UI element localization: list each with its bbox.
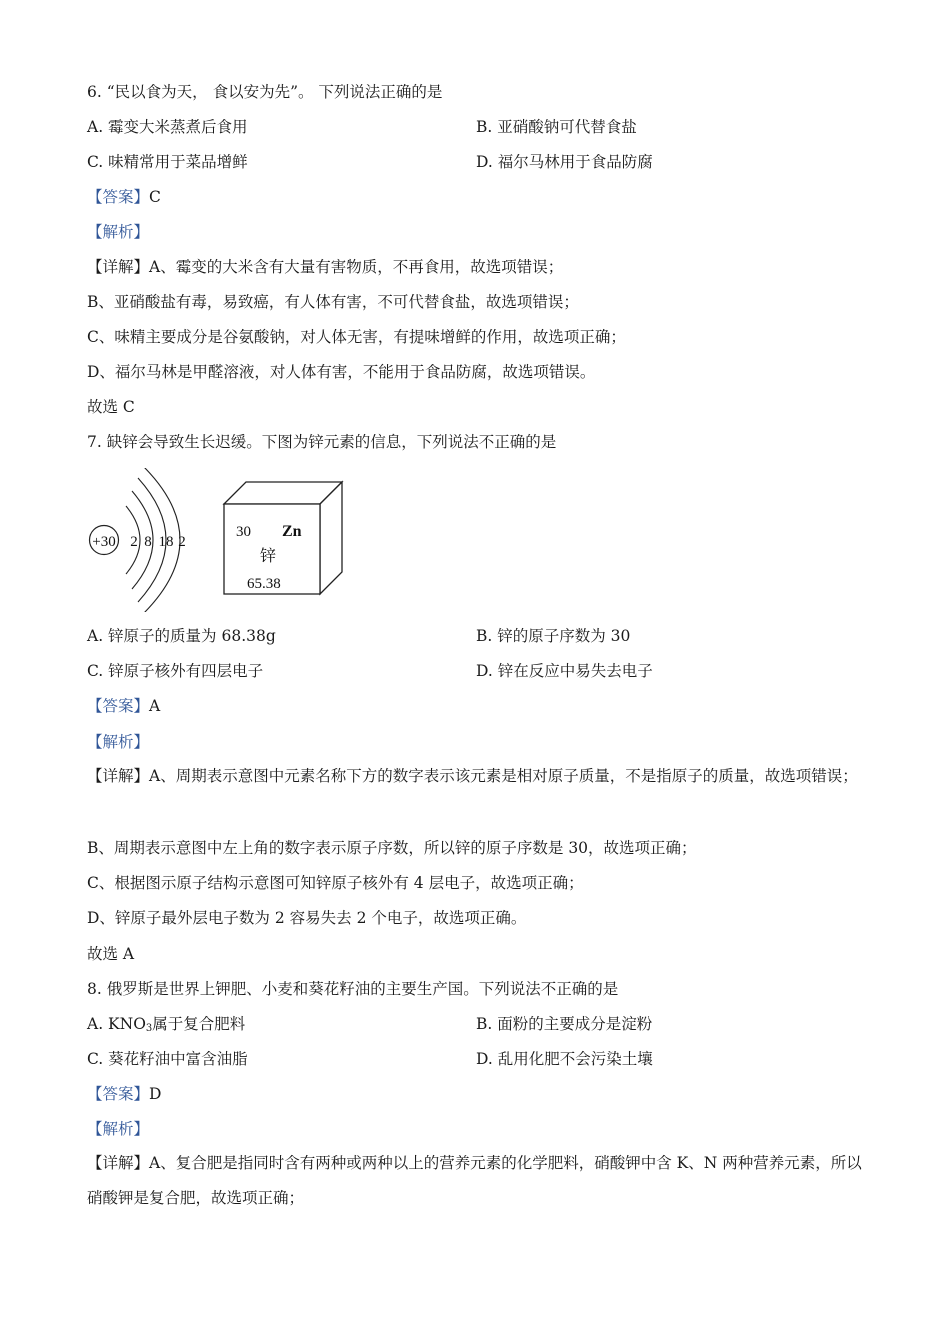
q7-detail-a bbox=[87, 759, 862, 794]
q6-option-b: B. 亚硝酸钠可代替食盐 bbox=[476, 118, 637, 136]
q7-option-a: A. 锌原子的质量为 68.38g bbox=[87, 627, 276, 645]
q6-option-c: C. 味精常用于菜品增鲜 bbox=[87, 153, 248, 171]
q6-option-a: A. 霉变大米蒸煮后食用 bbox=[87, 118, 248, 136]
periodic-table-cell-cube bbox=[222, 480, 346, 596]
q6-analysis-tag: 【解析】 bbox=[87, 223, 150, 241]
q7-stem: 7. 缺锌会导致生长迟缓。下图为锌元素的信息，下列说法不正确的是 bbox=[87, 433, 557, 451]
q7-option-b: B. 锌的原子序数为 30 bbox=[476, 627, 631, 645]
option-a-prefix: A. KNO bbox=[87, 1015, 146, 1033]
shell-electron-count: 8 bbox=[144, 534, 152, 550]
q6-detail-b: B、亚硝酸盐有毒，易致癌，有人体有害，不可代替食盐，故选项错误； bbox=[87, 293, 579, 311]
q7-conclusion: 故选 A bbox=[87, 945, 135, 963]
option-a-subscript: 3 bbox=[145, 1023, 153, 1034]
q8-analysis-tag: 【解析】 bbox=[87, 1120, 150, 1138]
q6-conclusion: 故选 C bbox=[87, 398, 135, 416]
q8-answer bbox=[87, 1083, 161, 1105]
q7-option-d: D. 锌在反应中易失去电子 bbox=[476, 662, 653, 680]
detail-tag: 【详解】 bbox=[87, 1154, 150, 1172]
q7-analysis-tag: 【解析】 bbox=[87, 733, 150, 751]
answer-value: C bbox=[149, 188, 161, 206]
q8-stem: 8. 俄罗斯是世界上钾肥、小麦和葵花籽油的主要生产国。下列说法不正确的是 bbox=[87, 980, 619, 998]
q8-option-c: C. 葵花籽油中富含油脂 bbox=[87, 1050, 248, 1068]
q7-option-c: C. 锌原子核外有四层电子 bbox=[87, 662, 264, 680]
q8-option-d: D. 乱用化肥不会污染土壤 bbox=[476, 1050, 653, 1068]
shell-electron-count: 18 bbox=[158, 534, 174, 550]
answer-tag: 【答案】 bbox=[87, 1085, 150, 1103]
element-symbol: Zn bbox=[282, 523, 302, 540]
answer-tag: 【答案】 bbox=[87, 188, 150, 206]
q6-option-d: D. 福尔马林用于食品防腐 bbox=[476, 153, 653, 171]
q8-option-b: B. 面粉的主要成分是淀粉 bbox=[476, 1015, 653, 1033]
q7-answer bbox=[87, 695, 160, 717]
answer-tag: 【答案】 bbox=[87, 697, 150, 715]
nucleus-charge: +30 bbox=[92, 534, 116, 550]
atomic-number: 30 bbox=[236, 524, 251, 540]
shell-electron-count: 2 bbox=[178, 534, 186, 550]
detail-tag: 【详解】 bbox=[87, 258, 150, 276]
q7-detail-d: D、锌原子最外层电子数为 2 容易失去 2 个电子，故选项正确。 bbox=[87, 909, 527, 927]
detail-text: A、复合肥是指同时含有两种或两种以上的营养元素的化学肥料，硝酸钾中含 K、N 两种营养元素，所以硝酸钾是复合肥，故选项正确； bbox=[87, 1154, 862, 1207]
q8-option-a bbox=[87, 1013, 245, 1040]
detail-tag: 【详解】 bbox=[87, 767, 150, 785]
q6-detail-a bbox=[87, 256, 563, 278]
atomic-mass: 65.38 bbox=[247, 576, 281, 592]
q7-detail-b: B、周期表示意图中左上角的数字表示原子序数，所以锌的原子序数是 30，故选项正确； bbox=[87, 839, 697, 857]
element-name: 锌 bbox=[260, 546, 277, 565]
q6-detail-c: C、味精主要成分是谷氨酸钠，对人体无害，有提味增鲜的作用，故选项正确； bbox=[87, 328, 626, 346]
detail-text: A、周期表示意图中元素名称下方的数字表示该元素是相对原子质量，不是指原子的质量，故选项错误； bbox=[149, 767, 858, 785]
option-a-suffix: 属于复合肥料 bbox=[152, 1015, 246, 1033]
q6-detail-d: D、福尔马林是甲醛溶液，对人体有害，不能用于食品防腐，故选项错误。 bbox=[87, 363, 596, 381]
answer-value: D bbox=[149, 1085, 162, 1103]
q6-stem: 6. “民以食为天， 食以安为先”。 下列说法正确的是 bbox=[87, 83, 443, 101]
q8-detail-a bbox=[87, 1146, 862, 1216]
q6-answer bbox=[87, 186, 161, 208]
q7-detail-c: C、根据图示原子结构示意图可知锌原子核外有 4 层电子，故选项正确； bbox=[87, 874, 584, 892]
zinc-atom-structure-diagram bbox=[82, 468, 194, 612]
answer-value: A bbox=[149, 697, 161, 715]
detail-text: A、霉变的大米含有大量有害物质，不再食用，故选项错误； bbox=[149, 258, 564, 276]
shell-electron-count: 2 bbox=[130, 534, 138, 550]
